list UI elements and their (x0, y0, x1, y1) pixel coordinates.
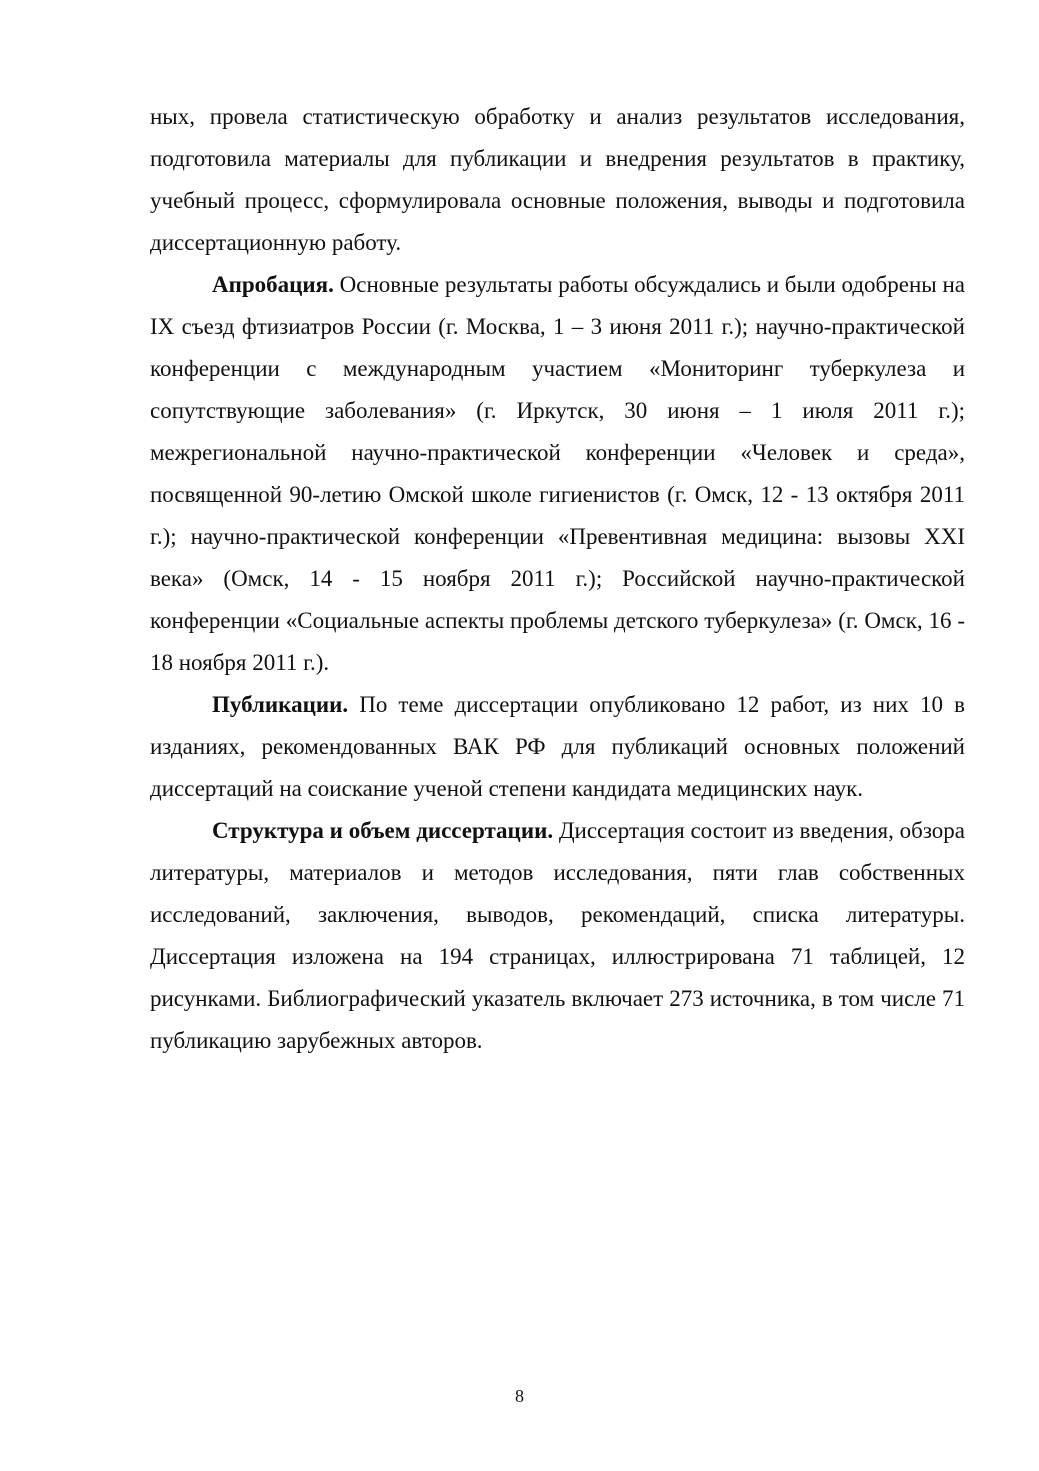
publications-text: По теме диссертации опубликовано 12 работ, из них 10 в изданиях, рекомендованных ВАК РФ для публикаций основных положений диссертаций на соискание ученой степени кандидата медицинских наук. (150, 692, 965, 801)
page-number: 8 (515, 1386, 524, 1406)
body-text (150, 96, 965, 1062)
structure-text: Диссертация состоит из введения, обзора литературы, материалов и методов исследования, пяти глав собственных исследований, заключения, выводов, рекомендаций, списка литературы. Диссертация изложена на 194 страницах, иллюстрирована 71 таблицей, 12 рисунками. Библиографический указатель включает 273 источника, в том числе 71 публикацию зарубежных авторов. (150, 818, 965, 1053)
paragraph-contribution-text: ных, провела статистическую обработку и анализ результатов исследования, подготовила материалы для публикации и внедрения результатов в практику, учебный процесс, сформулировала основные положения, выводы и подготовила диссертационную работу. (150, 104, 965, 255)
paragraph-publications (150, 684, 965, 810)
paragraph-contribution (150, 96, 965, 264)
structure-heading: Структура и объем диссертации. (212, 818, 554, 843)
approbation-text: Основные результаты работы обсуждались и были одобрены на IX съезд фтизиатров России (г. Москва, 1 – 3 июня 2011 г.); научно-практической конференции с международным участием «Мониторинг туберкулеза и сопутствующие заболевания» (г. Иркутск, 30 июня – 1 июля 2011 г.); межрегиональной научно-практической конференции «Человек и среда», посвященной 90-летию Омской школе гигиенистов (г. Омск, 12 - 13 октября 2011 г.); научно-практической конференции «Превентивная медицина: вызовы XXI века» (Омск, 14 - 15 ноября 2011 г.); Российской научно-практической конференции «Социальные аспекты проблемы детского туберкулеза» (г. Омск, 16 - 18 ноября 2011 г.). (150, 272, 965, 675)
approbation-heading: Апробация. (212, 272, 334, 297)
paragraph-approbation (150, 264, 965, 684)
paragraph-structure (150, 810, 965, 1062)
publications-heading: Публикации. (212, 692, 349, 717)
